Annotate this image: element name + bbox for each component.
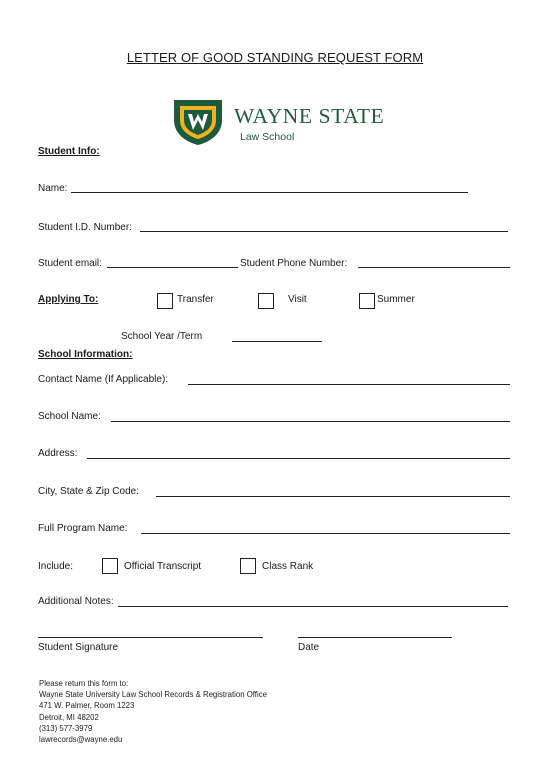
logo-wordmark: WAYNE STATE bbox=[234, 104, 385, 128]
address-field[interactable] bbox=[87, 458, 510, 459]
student-id-label: Student I.D. Number: bbox=[38, 222, 132, 233]
name-field[interactable] bbox=[71, 192, 468, 193]
school-name-field[interactable] bbox=[111, 421, 510, 422]
visit-checkbox[interactable] bbox=[258, 293, 274, 309]
class-rank-label: Class Rank bbox=[262, 561, 314, 572]
contact-name-label: Contact Name (If Applicable): bbox=[38, 374, 169, 385]
contact-name-field[interactable] bbox=[188, 384, 510, 385]
footer-street: 471 W. Palmer, Room 1223 bbox=[39, 701, 135, 711]
school-name-label: School Name: bbox=[38, 411, 101, 422]
form-title: LETTER OF GOOD STANDING REQUEST FORM bbox=[126, 50, 424, 65]
school-year-term-label: School Year /Term bbox=[121, 331, 203, 342]
email-field[interactable] bbox=[107, 267, 238, 268]
visit-label: Visit bbox=[288, 294, 307, 305]
signature-line[interactable] bbox=[38, 637, 263, 638]
applying-to-label: Applying To: bbox=[38, 294, 99, 305]
official-transcript-label: Official Transcript bbox=[124, 561, 202, 572]
student-id-field[interactable] bbox=[140, 231, 508, 232]
official-transcript-checkbox[interactable] bbox=[102, 558, 118, 574]
summer-checkbox[interactable] bbox=[359, 293, 375, 309]
school-info-heading: School Information: bbox=[38, 349, 133, 360]
phone-field[interactable] bbox=[358, 267, 510, 268]
return-instructions bbox=[39, 678, 267, 745]
logo-subtitle: Law School bbox=[240, 131, 295, 143]
additional-notes-label: Additional Notes: bbox=[38, 596, 114, 607]
transfer-label: Transfer bbox=[177, 294, 214, 305]
summer-label: Summer bbox=[377, 294, 415, 305]
email-label: Student email: bbox=[38, 258, 102, 269]
footer-office: Wayne State University Law School Records & Registration Office bbox=[39, 690, 267, 700]
program-name-label: Full Program Name: bbox=[38, 523, 128, 534]
school-year-term-field[interactable] bbox=[232, 341, 322, 342]
wayne-state-shield-logo bbox=[172, 98, 224, 146]
program-name-field[interactable] bbox=[141, 533, 510, 534]
footer-phone: (313) 577-3979 bbox=[39, 723, 93, 733]
class-rank-checkbox[interactable] bbox=[240, 558, 256, 574]
name-label: Name: bbox=[38, 183, 68, 194]
city-state-zip-field[interactable] bbox=[156, 496, 510, 497]
footer-email[interactable]: lawrecords@wayne.edu bbox=[39, 735, 123, 745]
phone-label: Student Phone Number: bbox=[240, 258, 348, 269]
transfer-checkbox[interactable] bbox=[157, 293, 173, 309]
additional-notes-field[interactable] bbox=[118, 606, 508, 607]
student-info-heading: Student Info: bbox=[38, 146, 100, 157]
signature-label: Student Signature bbox=[38, 642, 119, 653]
include-label: Include: bbox=[38, 561, 74, 572]
date-label: Date bbox=[298, 642, 320, 653]
footer-line: Please return this form to: bbox=[39, 679, 129, 688]
address-label: Address: bbox=[38, 448, 78, 459]
city-state-zip-label: City, State & Zip Code: bbox=[38, 486, 139, 497]
date-line[interactable] bbox=[298, 637, 452, 638]
footer-city: Detroit, MI 48202 bbox=[39, 712, 99, 722]
